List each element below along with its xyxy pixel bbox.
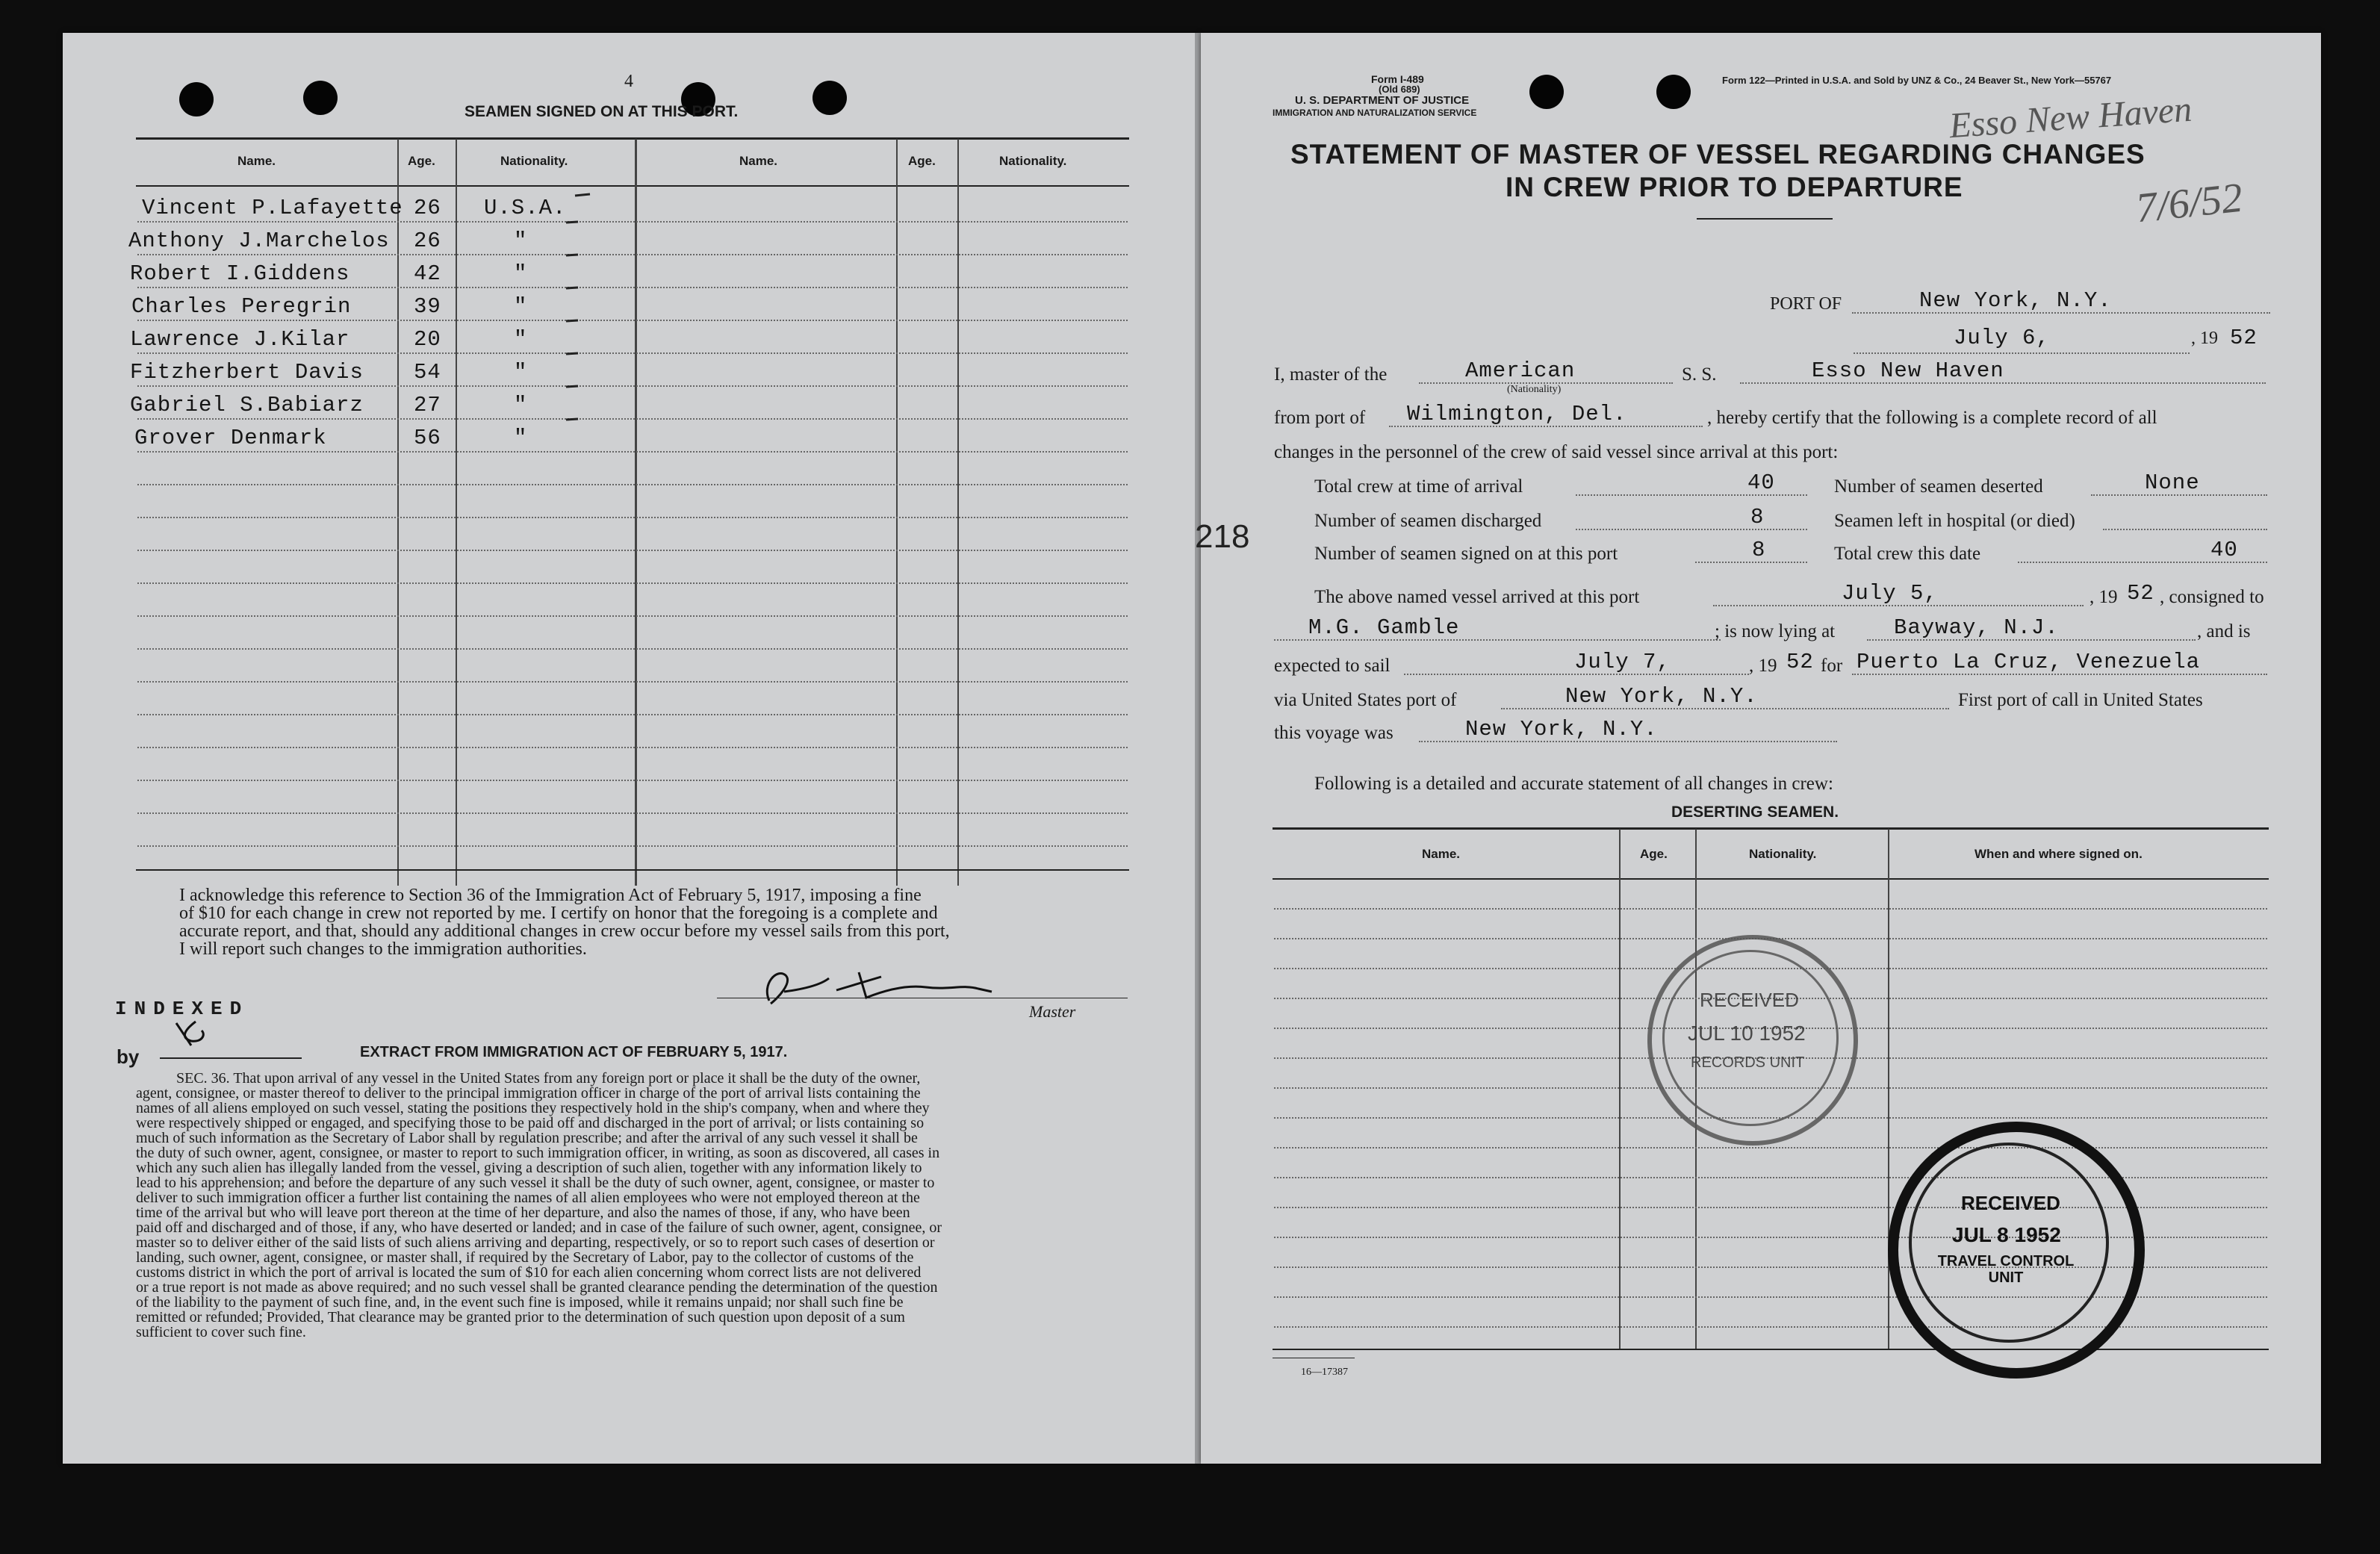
column-divider <box>397 139 399 886</box>
col-header-age: Age. <box>408 154 435 168</box>
handwritten-date-note: 7/6/52 <box>2134 174 2245 232</box>
desert-col-age: Age. <box>1640 847 1668 861</box>
page-number: 4 <box>624 72 633 91</box>
right-page <box>1201 33 2321 1464</box>
column-divider <box>896 139 898 886</box>
table-header-rule <box>136 185 1129 187</box>
stamp-date: JUL 8 1952 <box>1952 1223 2061 1246</box>
service: IMMIGRATION AND NATURALIZATION SERVICE <box>1273 108 1477 118</box>
seaman-name: Fitzherbert Davis <box>130 360 364 385</box>
department: U. S. DEPARTMENT OF JUSTICE <box>1295 94 1470 107</box>
punch-hole <box>813 81 847 115</box>
seaman-nationality: " <box>514 229 528 253</box>
certify-text: , hereby certify that the following is a complete record of all <box>1707 408 2157 428</box>
vessel-name: Esso New Haven <box>1812 358 2004 383</box>
from-port-value: Wilmington, Del. <box>1407 402 1627 426</box>
seaman-age: 26 <box>414 196 441 220</box>
column-divider <box>1619 829 1621 1349</box>
fill-line <box>1854 352 2190 354</box>
initials-mark <box>169 1016 214 1053</box>
date-value: July 6, <box>1954 326 2050 350</box>
column-divider <box>957 139 959 886</box>
nationality-caption: (Nationality) <box>1507 384 1562 395</box>
changes-text: changes in the personnel of the crew of said vessel since arrival at this port: <box>1274 442 1839 462</box>
seaman-nationality: " <box>514 261 528 286</box>
from-port-label: from port of <box>1274 408 1366 428</box>
tick-marks <box>545 187 620 441</box>
lying-label: ; is now lying at <box>1715 621 1836 641</box>
year-prefix: , 19 <box>1749 656 1777 676</box>
indexed-stamp: INDEXED <box>115 998 249 1020</box>
extract-title: EXTRACT FROM IMMIGRATION ACT OF FEBRUARY 5, 1917. <box>360 1044 788 1060</box>
printer-line: Form 122—Printed in U.S.A. and Sold by UNZ & Co., 24 Beaver St., New York—55767 <box>1722 75 2112 86</box>
and-is-label: , and is <box>2197 621 2251 641</box>
arrived-label: The above named vessel arrived at this port <box>1314 587 1640 607</box>
received-records-unit-stamp <box>1647 935 1858 1146</box>
punch-hole <box>1529 75 1564 109</box>
seaman-age: 26 <box>414 229 441 253</box>
seaman-name: Anthony J.Marchelos <box>128 229 390 253</box>
year-value: 52 <box>2230 326 2258 350</box>
seaman-nationality: " <box>514 393 528 417</box>
desert-table-header-rule <box>1273 878 2269 880</box>
deserted-value: None <box>2145 470 2200 495</box>
stamp-date: JUL 10 1952 <box>1688 1022 1806 1045</box>
seaman-age: 42 <box>414 261 441 286</box>
received-travel-control-stamp <box>1888 1122 2145 1379</box>
margin-number: 218 <box>1195 518 1250 555</box>
punch-hole <box>179 82 214 116</box>
voyage-label: this voyage was <box>1274 723 1393 743</box>
vessel-nationality: American <box>1465 358 1576 383</box>
form-old: (Old 689) <box>1379 84 1420 95</box>
seaman-name: Lawrence J.Kilar <box>130 327 350 352</box>
col-header-age: Age. <box>908 154 936 168</box>
col-header-name: Name. <box>739 154 778 168</box>
seaman-age: 39 <box>414 294 441 319</box>
seaman-age: 54 <box>414 360 441 385</box>
col-header-nationality: Nationality. <box>500 154 568 168</box>
col-header-nationality: Nationality. <box>999 154 1067 168</box>
by-label: by <box>116 1045 140 1068</box>
seaman-age: 56 <box>414 426 441 450</box>
seaman-nationality: " <box>514 426 528 450</box>
handwritten-vessel-note: Esso New Haven <box>1948 89 2193 146</box>
year-prefix: , 19 <box>2191 329 2218 348</box>
expected-label: expected to sail <box>1274 656 1391 676</box>
total-arrival-value: 40 <box>1747 470 1775 495</box>
col-header-name: Name. <box>237 154 276 168</box>
stamp-unit: TRAVEL CONTROL UNIT <box>1937 1253 2075 1286</box>
form-title-line2: IN CREW PRIOR TO DEPARTURE <box>1506 172 1963 202</box>
desert-col-nationality: Nationality. <box>1749 847 1817 861</box>
consignee-value: M.G. Gamble <box>1308 615 1460 640</box>
master-signature <box>754 962 1001 1014</box>
year-prefix: , 19 <box>2090 587 2118 607</box>
expected-value: July 7, <box>1574 650 1671 674</box>
voyage-value: New York, N.Y. <box>1465 717 1658 742</box>
form-title-line1: STATEMENT OF MASTER OF VESSEL REGARDING CHANGES <box>1290 139 2146 170</box>
seaman-name: Vincent P.Lafayette <box>142 196 403 220</box>
ss-label: S. S. <box>1682 364 1717 385</box>
deserting-title: DESERTING SEAMEN. <box>1671 804 1839 821</box>
via-value: New York, N.Y. <box>1565 684 1758 709</box>
title-underline <box>1697 218 1833 220</box>
desert-col-signed-on: When and where signed on. <box>1974 847 2143 861</box>
seaman-name: Gabriel S.Babiarz <box>130 393 364 417</box>
seaman-nationality: " <box>514 327 528 352</box>
punch-hole <box>303 81 338 115</box>
total-date-value: 40 <box>2210 538 2238 562</box>
column-divider <box>456 139 457 886</box>
column-divider <box>635 139 637 886</box>
first-port-label: First port of call in United States <box>1958 690 2203 710</box>
arrived-value: July 5, <box>1842 581 1938 606</box>
table-top-rule <box>136 137 1129 140</box>
seaman-name: Robert I.Giddens <box>130 261 350 286</box>
expected-year: 52 <box>1786 650 1814 674</box>
section-title: SEAMEN SIGNED ON AT THIS PORT. <box>464 103 739 120</box>
stamp-unit: RECORDS UNIT <box>1691 1054 1805 1071</box>
desert-table-bottom <box>1273 1349 2269 1350</box>
desert-table-top <box>1273 827 2269 830</box>
port-value: New York, N.Y. <box>1919 288 2112 313</box>
master-label: Master <box>1029 1002 1076 1021</box>
seaman-name: Charles Peregrin <box>131 294 352 319</box>
signed-on-value: 8 <box>1752 538 1766 562</box>
desert-col-name: Name. <box>1422 847 1461 861</box>
via-label: via United States port of <box>1274 690 1457 710</box>
discharged-value: 8 <box>1750 505 1765 529</box>
arrived-year: 52 <box>2127 581 2154 606</box>
consigned-label: , consigned to <box>2160 587 2264 607</box>
port-label: PORT OF <box>1770 294 1842 314</box>
seaman-age: 27 <box>414 393 441 417</box>
stamp-received-label: RECEIVED <box>1961 1192 2060 1214</box>
table-bottom-rule <box>136 869 1129 871</box>
punch-hole <box>1656 75 1691 109</box>
seaman-nationality: " <box>514 360 528 385</box>
stamp-received-label: RECEIVED <box>1700 989 1799 1011</box>
seaman-nationality: U.S.A. <box>484 196 567 220</box>
lying-value: Bayway, N.J. <box>1894 615 2059 640</box>
seaman-name: Grover Denmark <box>134 426 327 450</box>
form-print-number: 16—17387 <box>1301 1367 1348 1378</box>
master-of-label: I, master of the <box>1274 364 1388 385</box>
destination-value: Puerto La Cruz, Venezuela <box>1857 650 2201 674</box>
by-line <box>160 1057 302 1059</box>
seaman-age: 20 <box>414 327 441 352</box>
following-text: Following is a detailed and accurate statement of all changes in crew: <box>1314 774 1833 794</box>
seaman-nationality: " <box>514 294 528 319</box>
form-id: Form I-489 <box>1371 73 1424 85</box>
for-label: for <box>1821 656 1843 676</box>
